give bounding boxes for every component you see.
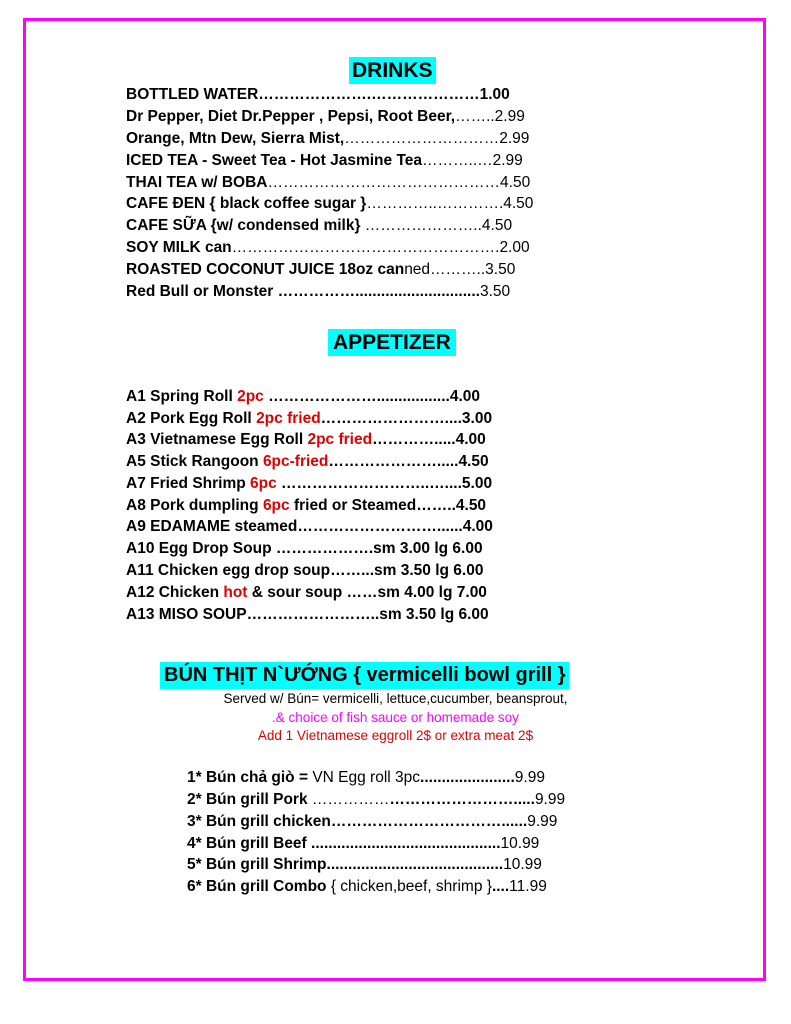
drink-item: Dr Pepper, Diet Dr.Pepper , Pepsi, Root Beer,……..2.99 (126, 108, 525, 125)
drink-item: Red Bull or Monster …………….............................3.50 (126, 283, 511, 300)
appetizer-item: A8 Pork dumpling 6pc fried or Steamed……..4.50 (126, 497, 487, 514)
bun-add-note: Add 1 Vietnamese eggroll 2$ or extra meat 2$ (257, 728, 534, 743)
appetizer-item: A5 Stick Rangoon 6pc-fried………………….....4.50 (126, 453, 489, 470)
drink-item: THAI TEA w/ BOBA………………………………………4.50 (126, 174, 531, 191)
bun-item: 5* Bún grill Shrimp.........................................10.99 (187, 856, 542, 873)
appetizer-item: A1 Spring Roll 2pc ………………….................4.00 (126, 388, 480, 405)
drink-item: BOTTLED WATER………………….…………………1.00 (126, 86, 510, 103)
drinks-heading: DRINKS (349, 57, 436, 84)
appetizer-item: A9 EDAMAME steamed………………………......4.00 (126, 518, 493, 535)
drink-item: SOY MILK can…………………………………………….2.00 (126, 239, 530, 256)
appetizer-item: A3 Vietnamese Egg Roll 2pc fried………….....4.00 (126, 431, 486, 448)
bun-item: 1* Bún chả giò = VN Egg roll 3pc......................9.99 (187, 769, 545, 786)
appetizer-item: A7 Fried Shrimp 6pc ………………………..…....5.00 (126, 475, 493, 492)
drink-item: Orange, Mtn Dew, Sierra Mist,…………………………2.99 (126, 130, 530, 147)
drink-item: ROASTED COCONUT JUICE 18oz canned………..3.50 (126, 261, 516, 278)
bun-heading: BÚN THỊT N`ƯỚNG { vermicelli bowl grill } (160, 662, 569, 689)
bun-item: 6* Bún grill Combo { chicken,beef, shrimp }....11.99 (187, 878, 547, 895)
appetizer-item: A12 Chicken hot & sour soup ……sm 4.00 lg 7.00 (126, 584, 487, 601)
appetizer-item: A11 Chicken egg drop soup……...sm 3.50 lg 6.00 (126, 562, 484, 579)
bun-item: 4* Bún grill Beef ............................................10.99 (187, 835, 540, 852)
bun-item: 2* Bún grill Pork ………………………………….....9.99 (187, 791, 566, 808)
appetizer-item: A10 Egg Drop Soup ……………….sm 3.00 lg 6.00 (126, 540, 483, 557)
bun-served-note: Served w/ Bún= vermicelli, lettuce,cucumber, beansprout, (223, 691, 568, 706)
drink-item: ICED TEA - Sweet Tea - Hot Jasmine Tea………..…2.99 (126, 152, 523, 169)
bun-item: 3* Bún grill chicken……………………………......9.99 (187, 813, 558, 830)
appetizer-item: A13 MISO SOUP……………………..sm 3.50 lg 6.00 (126, 606, 489, 623)
bun-choice-note: .& choice of fish sauce or homemade soy (272, 710, 519, 725)
drink-item: CAFE ĐEN { black coffee sugar }…………..………….4.50 (126, 195, 534, 212)
appetizer-heading: APPETIZER (328, 329, 456, 356)
drink-item: CAFE SỮA {w/ condensed milk} …………………..4.50 (126, 217, 513, 234)
appetizer-item: A2 Pork Egg Roll 2pc fried……………………....3.00 (126, 410, 493, 427)
